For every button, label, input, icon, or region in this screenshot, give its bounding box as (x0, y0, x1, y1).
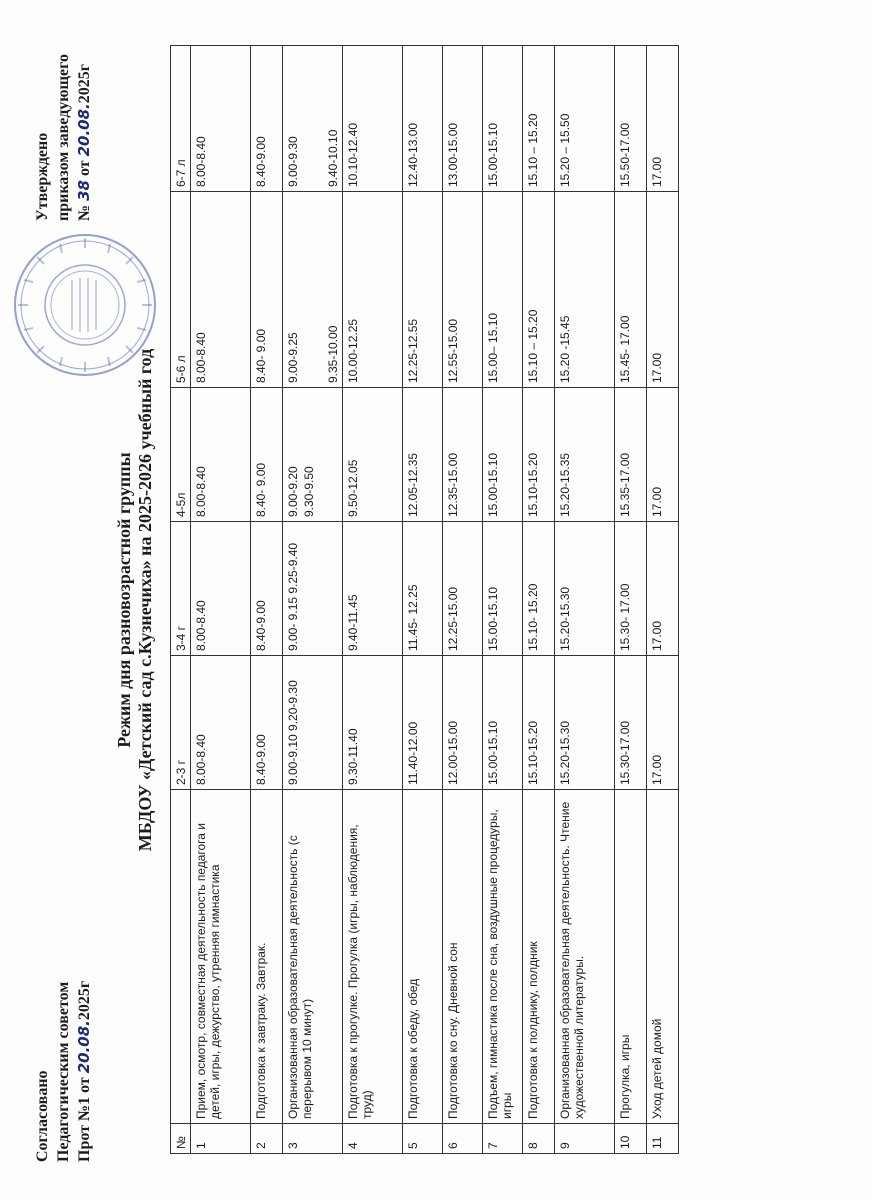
approved-order: приказом заведующего (55, 54, 72, 221)
activity-cell: Подготовка ко сну. Дневной сон (443, 790, 483, 1124)
time-value: 9.30-11.40 (346, 728, 360, 785)
header-cell: 4-5л (171, 388, 191, 522)
time-cell (555, 656, 615, 790)
table-row (191, 46, 251, 1154)
time-value: 12.35-15.00 (446, 452, 460, 517)
time-value: 13.00-15.00 (446, 122, 460, 187)
activity-cell: Прогулка, игры (615, 790, 647, 1124)
time-value: 10.00-12.25 (346, 318, 360, 383)
header-cell (171, 790, 191, 1124)
time-value: 9.00- 9.15 9.25-9.40 (286, 542, 300, 651)
time-cell (403, 656, 443, 790)
time-value: 17.00 (650, 486, 664, 517)
time-cell (191, 522, 251, 656)
time-value: 8.40- 9.00 (254, 328, 268, 383)
time-cell (443, 388, 483, 522)
time-cell (647, 192, 679, 388)
handwritten-protocol-date: 20.08. (75, 1020, 93, 1074)
time-value: 15.10-15.20 (526, 452, 540, 517)
time-value: 8.40-9.00 (254, 600, 268, 651)
table-row (615, 46, 647, 1154)
time-cell (283, 46, 343, 192)
time-value: 9.00-9.25 (286, 332, 300, 383)
time-cell (615, 192, 647, 388)
time-cell (443, 522, 483, 656)
time-cell (283, 522, 343, 656)
time-value: 12.05-12.35 (406, 452, 420, 517)
time-cell (251, 192, 283, 388)
time-value: 15.50-17.00 (618, 122, 632, 187)
row-number: 8 (523, 1124, 555, 1154)
time-cell (283, 192, 343, 388)
time-value: 12.00-15.00 (446, 720, 460, 785)
time-cell (283, 388, 343, 522)
row-number: 10 (615, 1124, 647, 1154)
table-row (647, 46, 679, 1154)
row-number: 3 (283, 1124, 343, 1154)
activity-cell: Организованная образовательная деятельность. Чтение художественной литературы. (555, 790, 615, 1124)
time-value: 12.40-13.00 (406, 122, 420, 187)
activity-cell: Подготовка к полднику, полдник (523, 790, 555, 1124)
time-value: 10.10-12.40 (346, 122, 360, 187)
time-value: 11.45- 12.25 (406, 584, 420, 651)
time-cell (483, 656, 523, 790)
time-value: 9.00-9.10 9.20-9.30 (286, 680, 300, 785)
time-cell (251, 388, 283, 522)
time-value: 15.00-15.10 (486, 720, 500, 785)
time-value: 12.25-15.00 (446, 586, 460, 651)
time-value: 15.30- 17.00 (618, 583, 632, 651)
time-cell (343, 388, 403, 522)
table-row (403, 46, 443, 1154)
activity-cell: Подготовка к обеду, обед (403, 790, 443, 1124)
time-cell (615, 656, 647, 790)
title-line-2: МБДОУ «Детский сад с.Кузнечиха» на 2025-2026 учебный год (135, 348, 155, 852)
time-cell (343, 192, 403, 388)
handwritten-order-number: 38 (75, 180, 93, 201)
header-cell: 3-4 г (171, 522, 191, 656)
row-number: 5 (403, 1124, 443, 1154)
time-cell (343, 522, 403, 656)
row-number: 11 (647, 1124, 679, 1154)
time-cell (191, 192, 251, 388)
time-cell (647, 522, 679, 656)
time-cell (403, 522, 443, 656)
title-line-1: Режим дня разновозрастной группы (114, 452, 134, 748)
table-row (283, 46, 343, 1154)
time-value: 17.00 (650, 156, 664, 187)
time-value: 15.35-17.00 (618, 452, 632, 517)
time-cell (615, 388, 647, 522)
approval-block (32, 981, 95, 1162)
time-cell (191, 388, 251, 522)
time-cell (483, 192, 523, 388)
time-value: 9.00-9.30 (286, 136, 300, 187)
time-cell (647, 656, 679, 790)
time-value: 9.50-12.05 (346, 459, 360, 517)
time-value: 8.40- 9.00 (254, 462, 268, 517)
row-number: 9 (555, 1124, 615, 1154)
activity-cell: Подъем, гимнастика после сна, воздушные процедуры, игры (483, 790, 523, 1124)
time-cell (251, 656, 283, 790)
row-number: 1 (191, 1124, 251, 1154)
time-value: 9.35-10.00 (326, 325, 340, 383)
table-row (343, 46, 403, 1154)
time-value: 15.10 – 15.20 (526, 113, 540, 187)
order-suffix: 2025г (76, 63, 93, 104)
header-cell: 6-7 л (171, 46, 191, 192)
time-cell (251, 522, 283, 656)
time-value: 17.00 (650, 620, 664, 651)
time-cell (191, 46, 251, 192)
approval-protocol (74, 981, 95, 1162)
time-value: 9.40-10.10 (326, 129, 340, 187)
time-value: 8.40-9.00 (254, 734, 268, 785)
approval-council: Педагогическим советом (55, 981, 72, 1162)
time-cell (523, 522, 555, 656)
time-value: 8.00-8.40 (194, 136, 208, 187)
time-cell (283, 656, 343, 790)
time-cell (523, 388, 555, 522)
time-cell (555, 46, 615, 192)
time-value: 8.00-8.40 (194, 466, 208, 517)
handwritten-order-date: 20.08. (75, 103, 93, 157)
time-cell (443, 656, 483, 790)
time-cell (647, 388, 679, 522)
order-mid: от (76, 156, 93, 181)
time-value: 8.00-8.40 (194, 332, 208, 383)
time-value: 15.20 -15.45 (558, 315, 572, 383)
table-body (191, 46, 679, 1154)
time-cell (523, 656, 555, 790)
time-cell (555, 388, 615, 522)
time-cell (483, 46, 523, 192)
activity-cell: Уход детей домой (647, 790, 679, 1124)
activity-cell: Прием, осмотр, совместная деятельность педагога и детей, игры, дежурство, утренняя гимнастика (191, 790, 251, 1124)
time-value: 15.45- 17.00 (618, 315, 632, 383)
time-value: 9.30-9.50 (302, 466, 316, 517)
time-cell (523, 192, 555, 388)
time-value: 15.10 – 15.20 (526, 309, 540, 383)
time-value: 8.40-9.00 (254, 136, 268, 187)
row-number: 7 (483, 1124, 523, 1154)
header-cell: 2-3 г (171, 656, 191, 790)
time-value: 9.40-11.45 (346, 594, 360, 651)
time-cell (615, 522, 647, 656)
time-value: 15.00-15.10 (486, 586, 500, 651)
time-cell (251, 46, 283, 192)
time-value: 15.10- 15.20 (526, 583, 540, 651)
time-value: 8.00-8.40 (194, 734, 208, 785)
time-value: 15.00– 15.10 (486, 312, 500, 383)
approved-label: Утверждено (34, 132, 51, 221)
time-value: 15.20-15.30 (558, 720, 572, 785)
time-value: 15.10-15.20 (526, 720, 540, 785)
document-page (6, 20, 866, 1180)
table-row (523, 46, 555, 1154)
time-cell (647, 46, 679, 192)
time-value: 12.25-12.55 (406, 318, 420, 383)
approval-label: Согласовано (34, 1070, 51, 1162)
time-cell (483, 522, 523, 656)
time-value: 8.00-8.40 (194, 600, 208, 651)
header-cell: № (171, 1124, 191, 1154)
time-value: 17.00 (650, 754, 664, 785)
row-number: 4 (343, 1124, 403, 1154)
approved-order-number (74, 54, 95, 221)
daily-schedule-table (170, 45, 679, 1154)
time-value: 15.20 – 15.50 (558, 113, 572, 187)
time-value: 15.00-15.10 (486, 452, 500, 517)
approved-block (32, 54, 95, 221)
time-cell (403, 46, 443, 192)
time-value: 17.00 (650, 352, 664, 383)
time-value: 9.00-9.20 (286, 466, 300, 517)
time-value: 15.00-15.10 (486, 122, 500, 187)
time-cell (523, 46, 555, 192)
table-row (483, 46, 523, 1154)
time-cell (443, 192, 483, 388)
time-value: 15.20-15.35 (558, 452, 572, 517)
time-cell (555, 522, 615, 656)
time-value: 11.40-12.00 (406, 721, 420, 785)
time-value: 15.20-15.30 (558, 586, 572, 651)
header-cell: 5-6 л (171, 192, 191, 388)
time-cell (443, 46, 483, 192)
activity-cell: Организованная образовательная деятельность (с перерывом 10 минут) (283, 790, 343, 1124)
order-prefix: № (76, 200, 93, 221)
time-cell (343, 656, 403, 790)
time-cell (403, 388, 443, 522)
time-cell (191, 656, 251, 790)
time-cell (555, 192, 615, 388)
time-value: 12.55-15.00 (446, 318, 460, 383)
protocol-suffix: 2025г (76, 980, 93, 1021)
document-title (114, 20, 156, 1180)
table-header-row (171, 46, 191, 1154)
row-number: 2 (251, 1124, 283, 1154)
table-row (555, 46, 615, 1154)
activity-cell: Подготовка к завтраку. Завтрак. (251, 790, 283, 1124)
time-cell (483, 388, 523, 522)
activity-cell: Подготовка к прогулке. Прогулка (игры, наблюдения, труд) (343, 790, 403, 1124)
time-cell (615, 46, 647, 192)
time-cell (343, 46, 403, 192)
protocol-prefix: Прот №1 от (76, 1073, 93, 1162)
table-row (251, 46, 283, 1154)
row-number: 6 (443, 1124, 483, 1154)
time-cell (403, 192, 443, 388)
table-row (443, 46, 483, 1154)
time-value: 15.30-17.00 (618, 720, 632, 785)
